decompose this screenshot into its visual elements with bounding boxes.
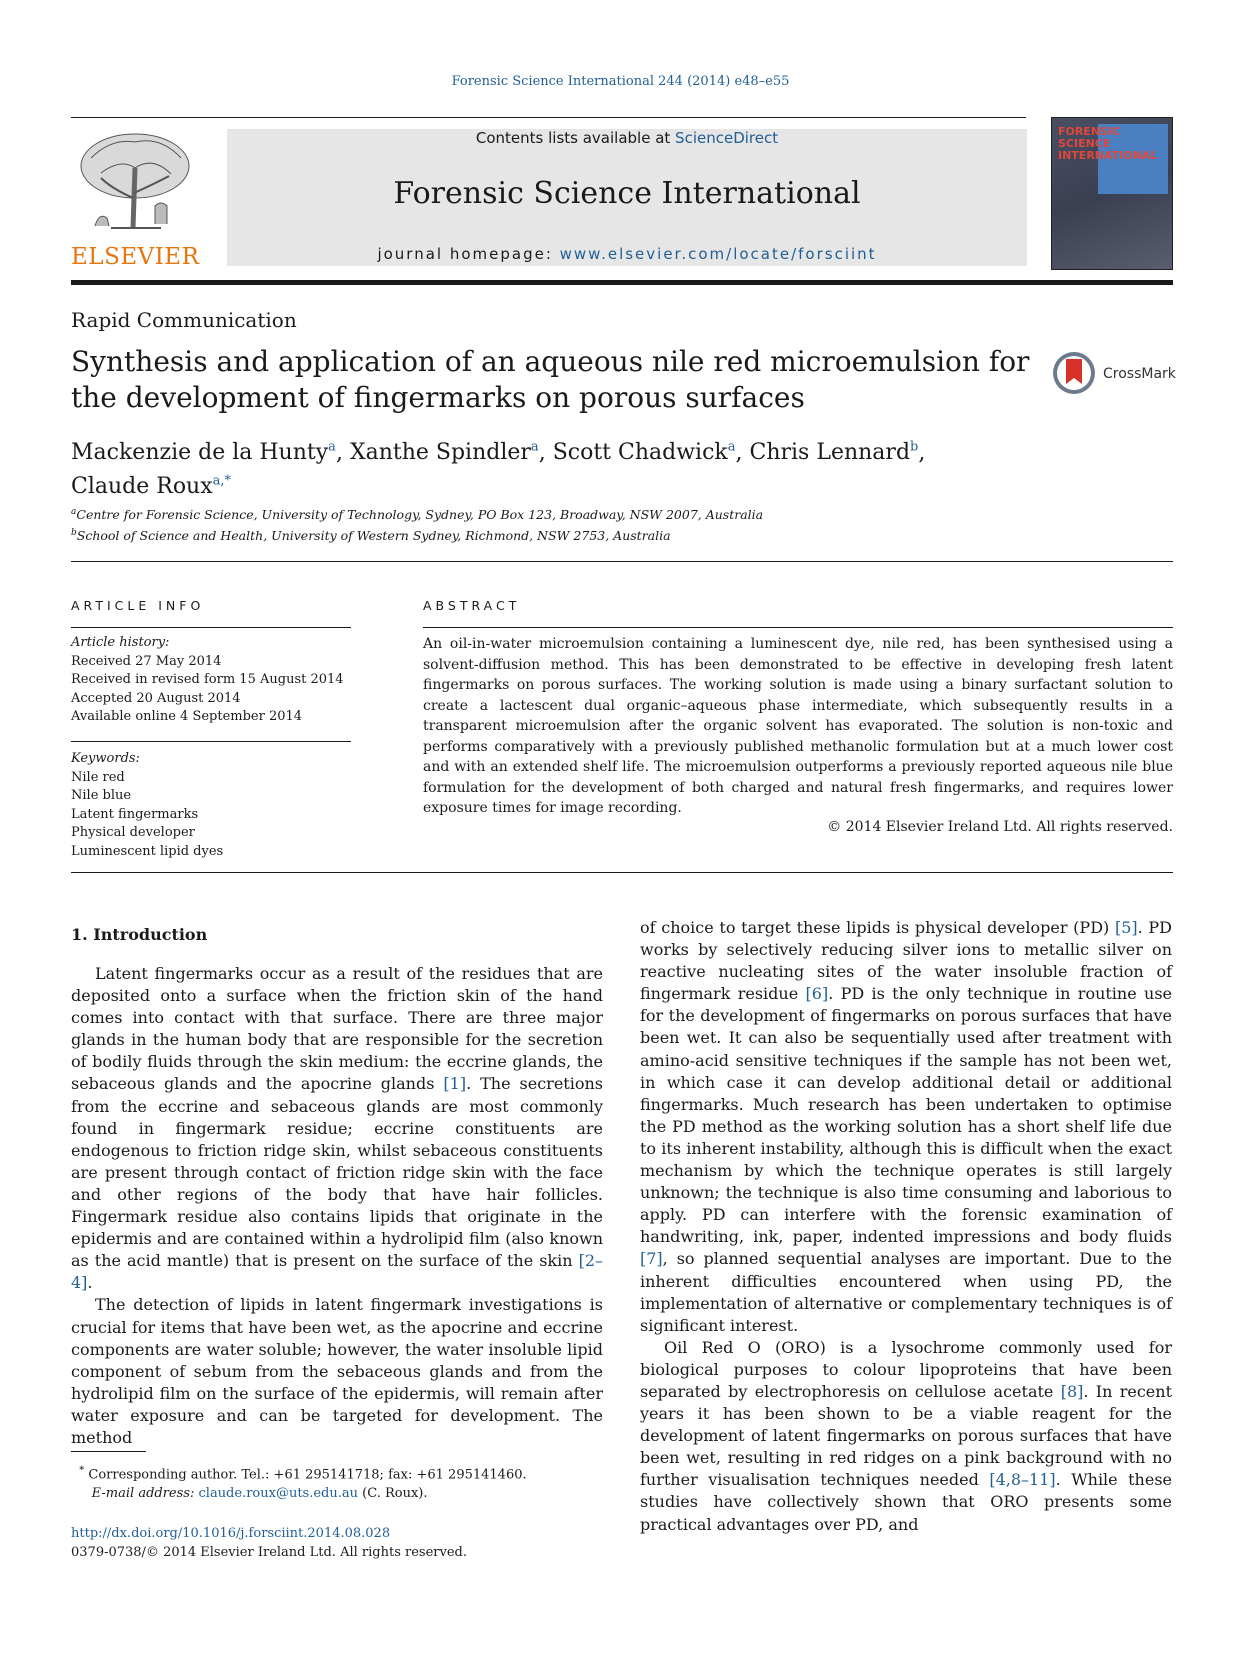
- issn-line: 0379-0738/© 2014 Elsevier Ireland Ltd. All rights reserved.: [71, 1544, 467, 1560]
- affiliation-key: b: [71, 528, 77, 539]
- abstract-bottom-rule: [71, 872, 1173, 873]
- author[interactable]: [350, 440, 539, 465]
- doi-link[interactable]: http://dx.doi.org/10.1016/j.forsciint.2014.08.028: [71, 1526, 391, 1541]
- article-type: Rapid Communication: [71, 308, 297, 332]
- body-text: . While these studies have collectively shown that ORO presents some practical advantages over PD, and: [640, 1470, 1172, 1534]
- keywords: [71, 750, 223, 861]
- body-column-left: [71, 963, 603, 1449]
- author-affiliation-marker[interactable]: a: [530, 440, 539, 455]
- journal-cover-image[interactable]: [1051, 117, 1173, 270]
- affiliation-key: a: [71, 507, 77, 517]
- doi-block: [71, 1525, 467, 1562]
- author-name: Scott Chadwick: [552, 440, 728, 466]
- author-name: Mackenzie de la Hunty: [71, 440, 329, 466]
- affiliation-text: Centre for Forensic Science, University of Technology, Sydney, PO Box 123, Broadway, NSW 2007, Australia: [76, 507, 764, 523]
- history-label: Article history:: [71, 635, 170, 650]
- paragraph: [640, 917, 1172, 1337]
- author[interactable]: [750, 440, 919, 465]
- author-separator: ,: [538, 440, 553, 466]
- elsevier-wordmark: ELSEVIER: [71, 244, 200, 270]
- body-text: .: [87, 1273, 93, 1293]
- elsevier-tree-icon: [71, 128, 199, 240]
- author-affiliation-marker[interactable]: a,*: [212, 473, 232, 489]
- citation-link[interactable]: [7]: [640, 1249, 663, 1269]
- email-suffix: (C. Roux).: [358, 1485, 428, 1501]
- info-rule-top: [71, 627, 351, 628]
- body-text: Oil Red O (ORO) is a lysochrome commonly used for biological purposes to colour lipoproteins that have been separated by electrophoresis on cellulose acetate: [640, 1337, 1172, 1401]
- author[interactable]: [71, 440, 336, 465]
- keywords-label: Keywords:: [71, 751, 140, 766]
- contents-line: [227, 129, 1027, 147]
- keyword: Luminescent lipid dyes: [71, 843, 224, 859]
- history-item: Received in revised form 15 August 2014: [71, 672, 344, 687]
- citation-link[interactable]: [1]: [443, 1074, 467, 1094]
- affiliations: [71, 503, 763, 545]
- email-link[interactable]: claude.roux@uts.edu.au: [198, 1485, 358, 1501]
- author-affiliation-marker[interactable]: a: [328, 440, 336, 455]
- journal-masthead: [227, 129, 1027, 266]
- footnote: [71, 1462, 527, 1503]
- cover-title-text: FORENSIC SCIENCE INTERNATIONAL: [1058, 125, 1158, 162]
- abstract-rule-top: [423, 627, 1173, 628]
- contents-prefix: Contents lists available at: [475, 129, 676, 147]
- footnote-email: [71, 1485, 527, 1504]
- abstract-heading: ABSTRACT: [423, 598, 521, 613]
- section-heading-introduction: 1. Introduction: [71, 925, 208, 944]
- journal-title: Forensic Science International: [393, 176, 861, 211]
- author-separator: ,: [918, 440, 926, 466]
- affiliations-rule: [71, 561, 1173, 562]
- author-separator: ,: [335, 440, 350, 466]
- info-rule-mid: [71, 741, 351, 742]
- body-text: . PD is the only technique in routine use for the development of fingermarks on porous surfaces that have been wet. It can also be sequentially used after treatment with amino-acid sensitive techniques if the sample has not been wet, in which case it can develop additional detail or additional fingermarks. Much research has been undertaken to optimise the PD method as the working solution has a short shelf life due to its inherent instability, although this is difficult when the exact mechanism by which the technique operates is still largely unknown; the technique is also time consuming and laborious to apply. PD can interfere with the forensic examination of handwriting, ink, paper, indented impressions and body fluids: [640, 984, 1173, 1247]
- keyword: Latent fingermarks: [71, 806, 199, 822]
- history-item: Received 27 May 2014: [71, 653, 222, 669]
- body-column-right: [640, 917, 1172, 1536]
- crossmark-badge[interactable]: [1051, 350, 1181, 400]
- abstract-text: An oil-in-water microemulsion containing a luminescent dye, nile red, has been synthesised using a solvent-diffusion method. This has been demonstrated to be effective in developing fresh latent fingermarks on porous surfaces. The working solution is made using a binary surfactant solution to create a lactescent dual organic–aqueous phase intermediate, which subsequently results in a transparent microemulsion after the organic solvent has evaporated. The solution is non-toxic and performs comparatively with a previously published methanolic formulation but at a much lower cost and with an extended shelf life. The microemulsion outperforms a previously reported aqueous nile blue formulation for the development of both charged and natural fresh fingermarks, and requires lower exposure times for image recording.: [423, 636, 1173, 816]
- footnote-corresponding: [71, 1462, 527, 1485]
- paragraph: [71, 963, 603, 1294]
- affiliation: [71, 503, 763, 524]
- crossmark-label: CrossMark: [1103, 366, 1176, 382]
- body-text: , so planned sequential analyses are important. Due to the inherent difficulties encountered when using PD, the implementation of alternative or complementary techniques is of significant interest.: [640, 1249, 1172, 1335]
- journal-homepage-link[interactable]: www.elsevier.com/locate/forsciint: [559, 245, 877, 263]
- body-text: Latent fingermarks occur as a result of the residues that are deposited onto a surface when the friction skin of the hand comes into contact with that surface. There are three major glands in the human body that are responsible for the secretion of bodily fluids through the skin medium: the eccrine glands, the sebaceous glands and the apocrine glands: [71, 964, 603, 1094]
- history-item: Accepted 20 August 2014: [71, 690, 241, 706]
- author-affiliation-marker[interactable]: b: [910, 440, 919, 455]
- author[interactable]: [553, 440, 736, 465]
- crossmark-icon: [1051, 350, 1097, 396]
- keyword: Nile red: [71, 769, 125, 785]
- keyword: Physical developer: [71, 825, 195, 840]
- footnote-rule: [71, 1451, 146, 1452]
- author-list: [71, 434, 971, 501]
- abstract-copyright: © 2014 Elsevier Ireland Ltd. All rights reserved.: [827, 819, 1173, 835]
- author-separator: ,: [735, 440, 750, 466]
- author-name: Claude Roux: [71, 473, 213, 499]
- elsevier-logo[interactable]: [71, 128, 199, 270]
- homepage-line: [227, 245, 1027, 263]
- affiliation: [71, 524, 763, 545]
- article-title: Synthesis and application of an aqueous nile red microemulsion for the development of fingermarks on porous surfaces: [71, 345, 1030, 414]
- email-label: E-mail address:: [91, 1485, 195, 1501]
- history-item: Available online 4 September 2014: [71, 709, 303, 724]
- keyword: Nile blue: [71, 788, 132, 803]
- paragraph: The detection of lipids in latent fingermark investigations is crucial for items that have been wet, as the apocrine and eccrine components are water soluble; however, the water insoluble lipid component of sebum from the sebaceous glands and from the hydrolipid film on the surface of the epidermis, will remain after water exposure and can be targeted for development. The method: [71, 1295, 603, 1447]
- footnote-corresponding-text: Corresponding author. Tel.: +61 295141718; fax: +61 295141460.: [88, 1467, 527, 1483]
- author-name: Xanthe Spindler: [349, 440, 531, 466]
- sciencedirect-link[interactable]: ScienceDirect: [675, 129, 779, 147]
- paragraph: [640, 1337, 1172, 1536]
- header-thick-rule: [71, 280, 1173, 285]
- body-text: . PD works by selectively reducing silver ions to metallic silver on reactive nucleating sites of the water insoluble fraction of fingermark residue: [640, 918, 1173, 1004]
- header-top-rule: [71, 117, 1026, 118]
- author[interactable]: [71, 474, 231, 499]
- body-text: . In recent years it has been shown to be a viable reagent for the development of latent fingermarks on porous surfaces that have been wet, resulting in red ridges on a pink background with no further visualisation techniques needed: [640, 1381, 1172, 1490]
- citation-link[interactable]: [5]: [1114, 918, 1138, 937]
- article-info-heading: ARTICLE INFO: [71, 598, 205, 613]
- affiliation-text: School of Science and Health, University of Western Sydney, Richmond, NSW 2753, Australia: [76, 528, 671, 544]
- author-affiliation-marker[interactable]: a: [727, 440, 736, 455]
- running-head[interactable]: Forensic Science International 244 (2014) e48–e55: [451, 74, 790, 89]
- citation-link[interactable]: [4,8–11]: [989, 1470, 1056, 1490]
- citation-link[interactable]: [2–4]: [71, 1251, 603, 1293]
- author-name: Chris Lennard: [749, 440, 911, 466]
- footnote-marker: *: [79, 1465, 85, 1476]
- citation-link[interactable]: [8]: [1060, 1381, 1084, 1401]
- citation-link[interactable]: [6]: [805, 984, 829, 1004]
- body-text: of choice to target these lipids is physical developer (PD): [640, 918, 1115, 937]
- homepage-prefix: journal homepage:: [377, 245, 560, 263]
- article-history: [71, 634, 344, 727]
- body-text: . The secretions from the eccrine and sebaceous glands are most commonly found in fingermark residue; eccrine constituents are endogenous to friction ridge skin, whilst sebaceous constituents are present through contact of friction ridge skin with the face and other regions of the body that have hair follicles. Fingermark residue also contains lipids that originate in the epidermis and are contained within a hydrolipid film (also known as the acid mantle) that is present on the surface of the skin: [71, 1074, 603, 1271]
